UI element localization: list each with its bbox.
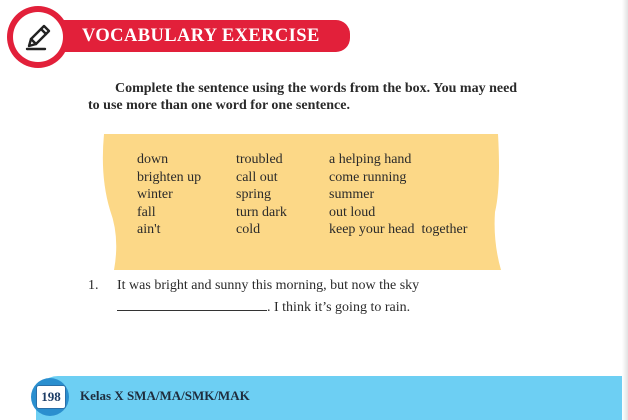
question-text (117, 276, 517, 318)
word-item: troubled (236, 152, 283, 167)
book-title: Kelas X SMA/MA/SMK/MAK (80, 388, 250, 403)
page-number: 198 (36, 385, 66, 409)
word-item: come running (329, 169, 407, 185)
word-item: ain't (137, 222, 161, 238)
word-item: turn dark (236, 204, 287, 220)
word-item: summer (329, 187, 375, 203)
answer-blank[interactable] (117, 296, 267, 311)
word-column-1 (137, 151, 201, 239)
section-title: VOCABULARY EXERCISE (82, 26, 320, 46)
word-item: winter (137, 187, 173, 203)
word-item: out loud (329, 204, 376, 220)
word-item: brighten up (137, 169, 202, 185)
question-text-after: . I think it’s going to rain. (267, 300, 411, 315)
pencil-icon (21, 20, 55, 54)
word-column-2 (236, 151, 287, 239)
word-item: call out (236, 169, 278, 185)
instruction-text: Complete the sentence using the words from the box. You may need to use more than one word for one sentence. (88, 81, 518, 113)
word-item: keep your head together (329, 222, 468, 238)
question-number: 1. (88, 278, 99, 293)
word-item: spring (236, 187, 271, 203)
word-column-3 (329, 151, 467, 239)
word-item: fall (137, 204, 156, 220)
question-text-before: It was bright and sunny this morning, but now the sky (117, 278, 420, 293)
word-item: a helping hand (329, 152, 412, 167)
word-item: down (137, 152, 169, 167)
word-item: cold (236, 222, 261, 238)
page-edge-shadow (622, 0, 628, 420)
